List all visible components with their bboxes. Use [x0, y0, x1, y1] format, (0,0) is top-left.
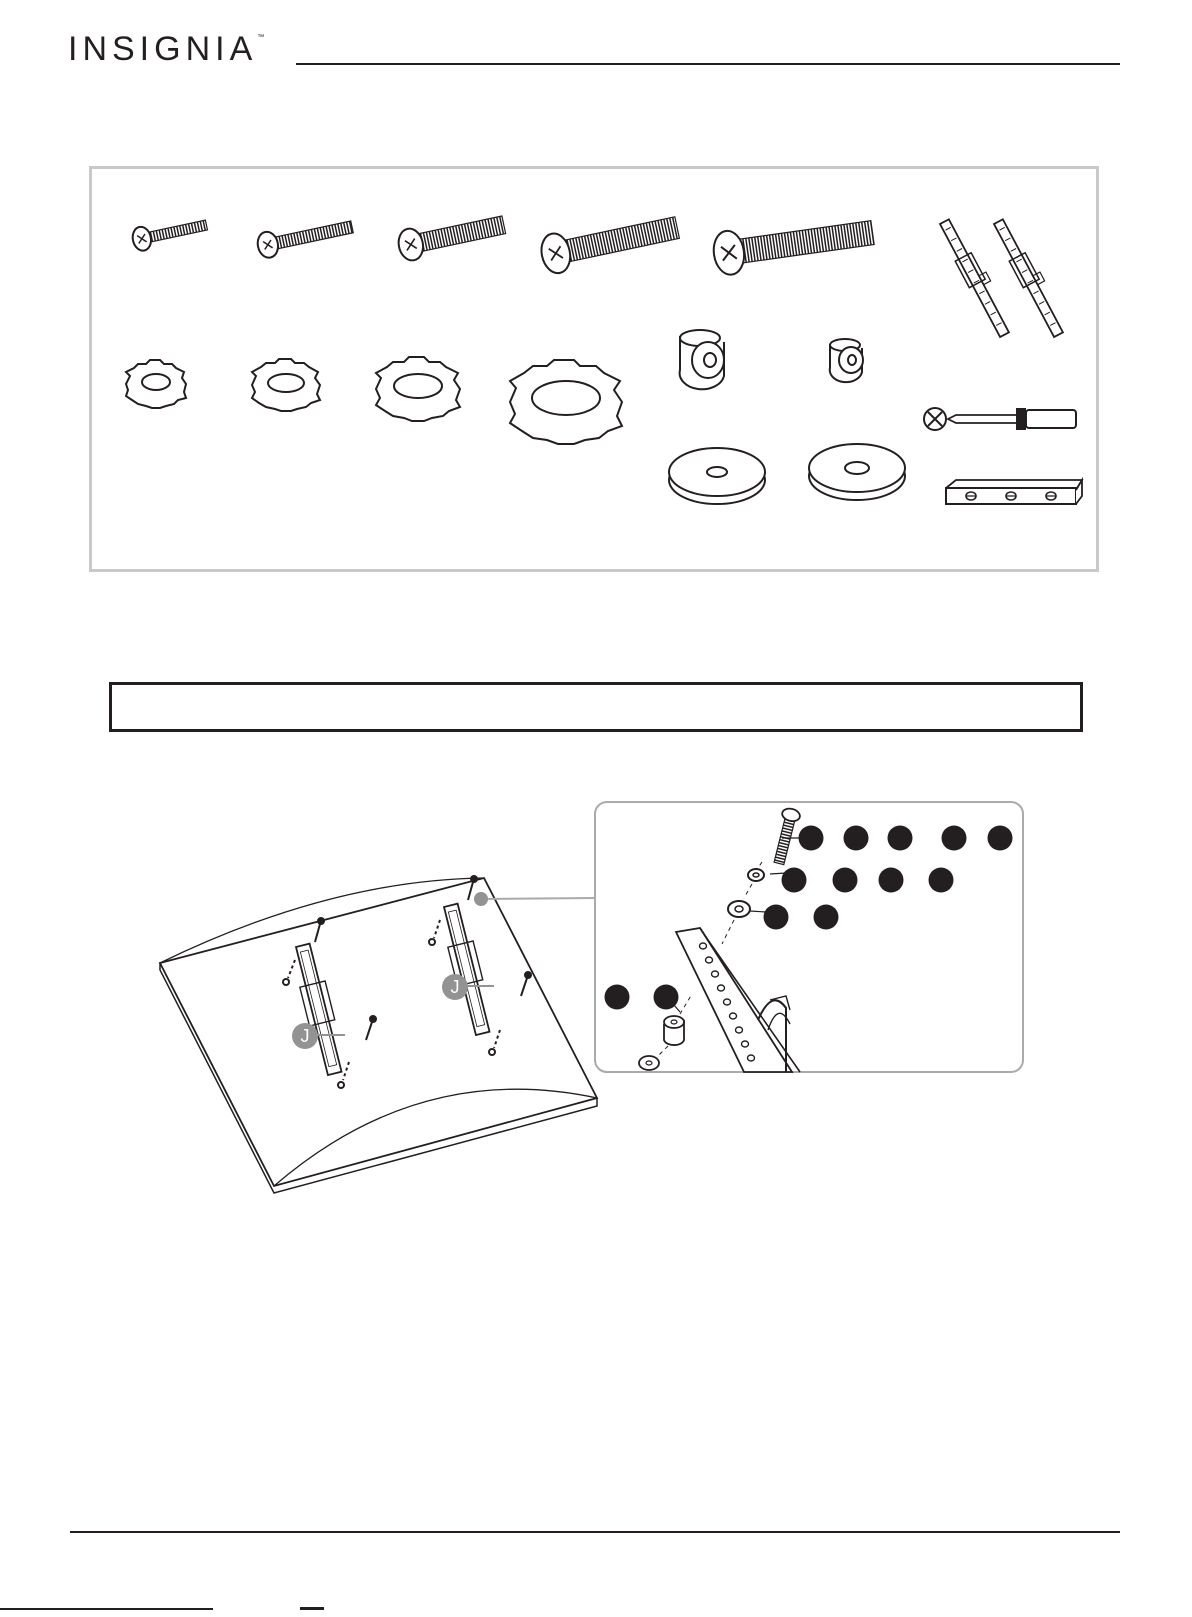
flat-washer-icon — [639, 1056, 659, 1070]
screw-icon — [131, 213, 209, 252]
lock-washer-icon — [748, 869, 764, 881]
screw-icon — [538, 208, 681, 276]
brand-name: INSIGNIA — [68, 30, 258, 68]
screw-icon — [255, 214, 354, 259]
lock-washer-icon — [510, 360, 622, 444]
part-callout — [814, 905, 839, 930]
lock-washer-icon — [126, 360, 186, 408]
part-callout — [844, 826, 869, 851]
bubble-level-icon — [946, 480, 1082, 504]
screw-icon — [711, 211, 876, 277]
flat-washer-icon — [669, 448, 765, 504]
part-callout — [654, 985, 679, 1010]
part-callout — [879, 868, 904, 893]
callout-label: J — [300, 1026, 310, 1046]
footer-rule — [70, 1531, 1120, 1533]
part-callout — [782, 868, 807, 893]
callout-label: J — [450, 977, 460, 997]
detail-marker — [474, 892, 488, 906]
footer-mark — [300, 1607, 324, 1610]
flat-washer-icon — [728, 901, 750, 917]
trademark-symbol: ™ — [257, 34, 265, 41]
spacer-icon — [830, 339, 863, 382]
spacer-icon — [664, 1016, 684, 1045]
screwdriver-icon — [924, 408, 1076, 430]
spacer-icon — [680, 330, 724, 389]
screw-icon — [396, 209, 507, 263]
note-box — [109, 682, 1083, 732]
part-callout — [942, 826, 967, 851]
part-callout — [605, 985, 630, 1010]
part-callout — [833, 868, 858, 893]
footer-mark — [0, 1608, 213, 1610]
flat-washer-icon — [809, 444, 905, 500]
lock-washer-icon — [252, 359, 320, 411]
part-callout — [888, 826, 913, 851]
part-callout — [799, 826, 824, 851]
part-callout — [929, 868, 954, 893]
part-callout — [764, 905, 789, 930]
lock-washer-icon — [376, 357, 460, 421]
tv-back-panel — [160, 878, 597, 1193]
part-callout — [988, 826, 1013, 851]
